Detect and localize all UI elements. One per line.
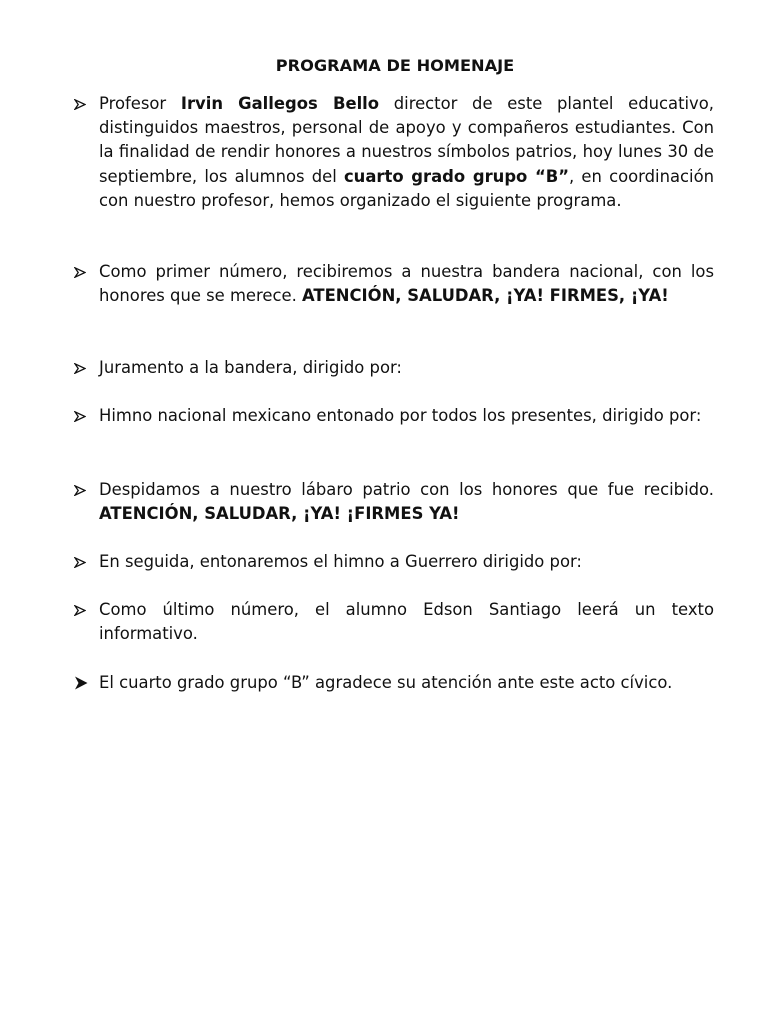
- program-item-text: Juramento a la bandera, dirigido por:: [99, 358, 402, 377]
- program-item-7: [74, 598, 714, 646]
- program-item-text: Como primer número, recibiremos a nuestra bandera nacional, con los honores que se merece. ATENCIÓN, SALUDAR, ¡YA! FIRMES, ¡YA!: [99, 262, 714, 306]
- arrowhead-bullet-icon: [74, 550, 98, 574]
- program-item-5: [74, 478, 714, 526]
- program-item-4: [74, 404, 714, 428]
- arrowhead-bullet-icon: [74, 404, 98, 428]
- arrowhead-bullet-icon: [74, 356, 98, 380]
- program-item-6: [74, 550, 714, 574]
- arrowhead-bullet-icon: [74, 92, 98, 116]
- filled-arrowhead-bullet-icon: [74, 671, 98, 695]
- program-item-text: En seguida, entonaremos el himno a Guerrero dirigido por:: [99, 552, 582, 571]
- program-item-text: Himno nacional mexicano entonado por todos los presentes, dirigido por:: [99, 406, 702, 425]
- program-item-text: Despidamos a nuestro lábaro patrio con los honores que fue recibido. ATENCIÓN, SALUDAR, ¡YA! ¡FIRMES YA!: [99, 480, 714, 524]
- program-item-3: [74, 356, 714, 380]
- program-item-text: El cuarto grado grupo “B” agradece su atención ante este acto cívico.: [99, 673, 673, 692]
- program-item-text: Profesor Irvin Gallegos Bello director de este plantel educativo, distinguidos maestros, personal de apoyo y compañeros estudiantes. Con la finalidad de rendir honores a nuestros símbolos patrios, hoy lunes 30 de septiembre, los alumnos del cuarto grado grupo “B”, en coordinación con nuestro profesor, hemos organizado el siguiente programa.: [99, 94, 714, 210]
- program-item-text: Como último número, el alumno Edson Santiago leerá un texto informativo.: [99, 600, 714, 644]
- arrowhead-bullet-icon: [74, 260, 98, 284]
- arrowhead-bullet-icon: [74, 478, 98, 502]
- program-item-2: [74, 260, 714, 308]
- arrowhead-bullet-icon: [74, 598, 98, 622]
- program-item-1: [74, 92, 714, 213]
- program-item-8: [74, 671, 714, 695]
- document-title: PROGRAMA DE HOMENAJE: [275, 56, 515, 75]
